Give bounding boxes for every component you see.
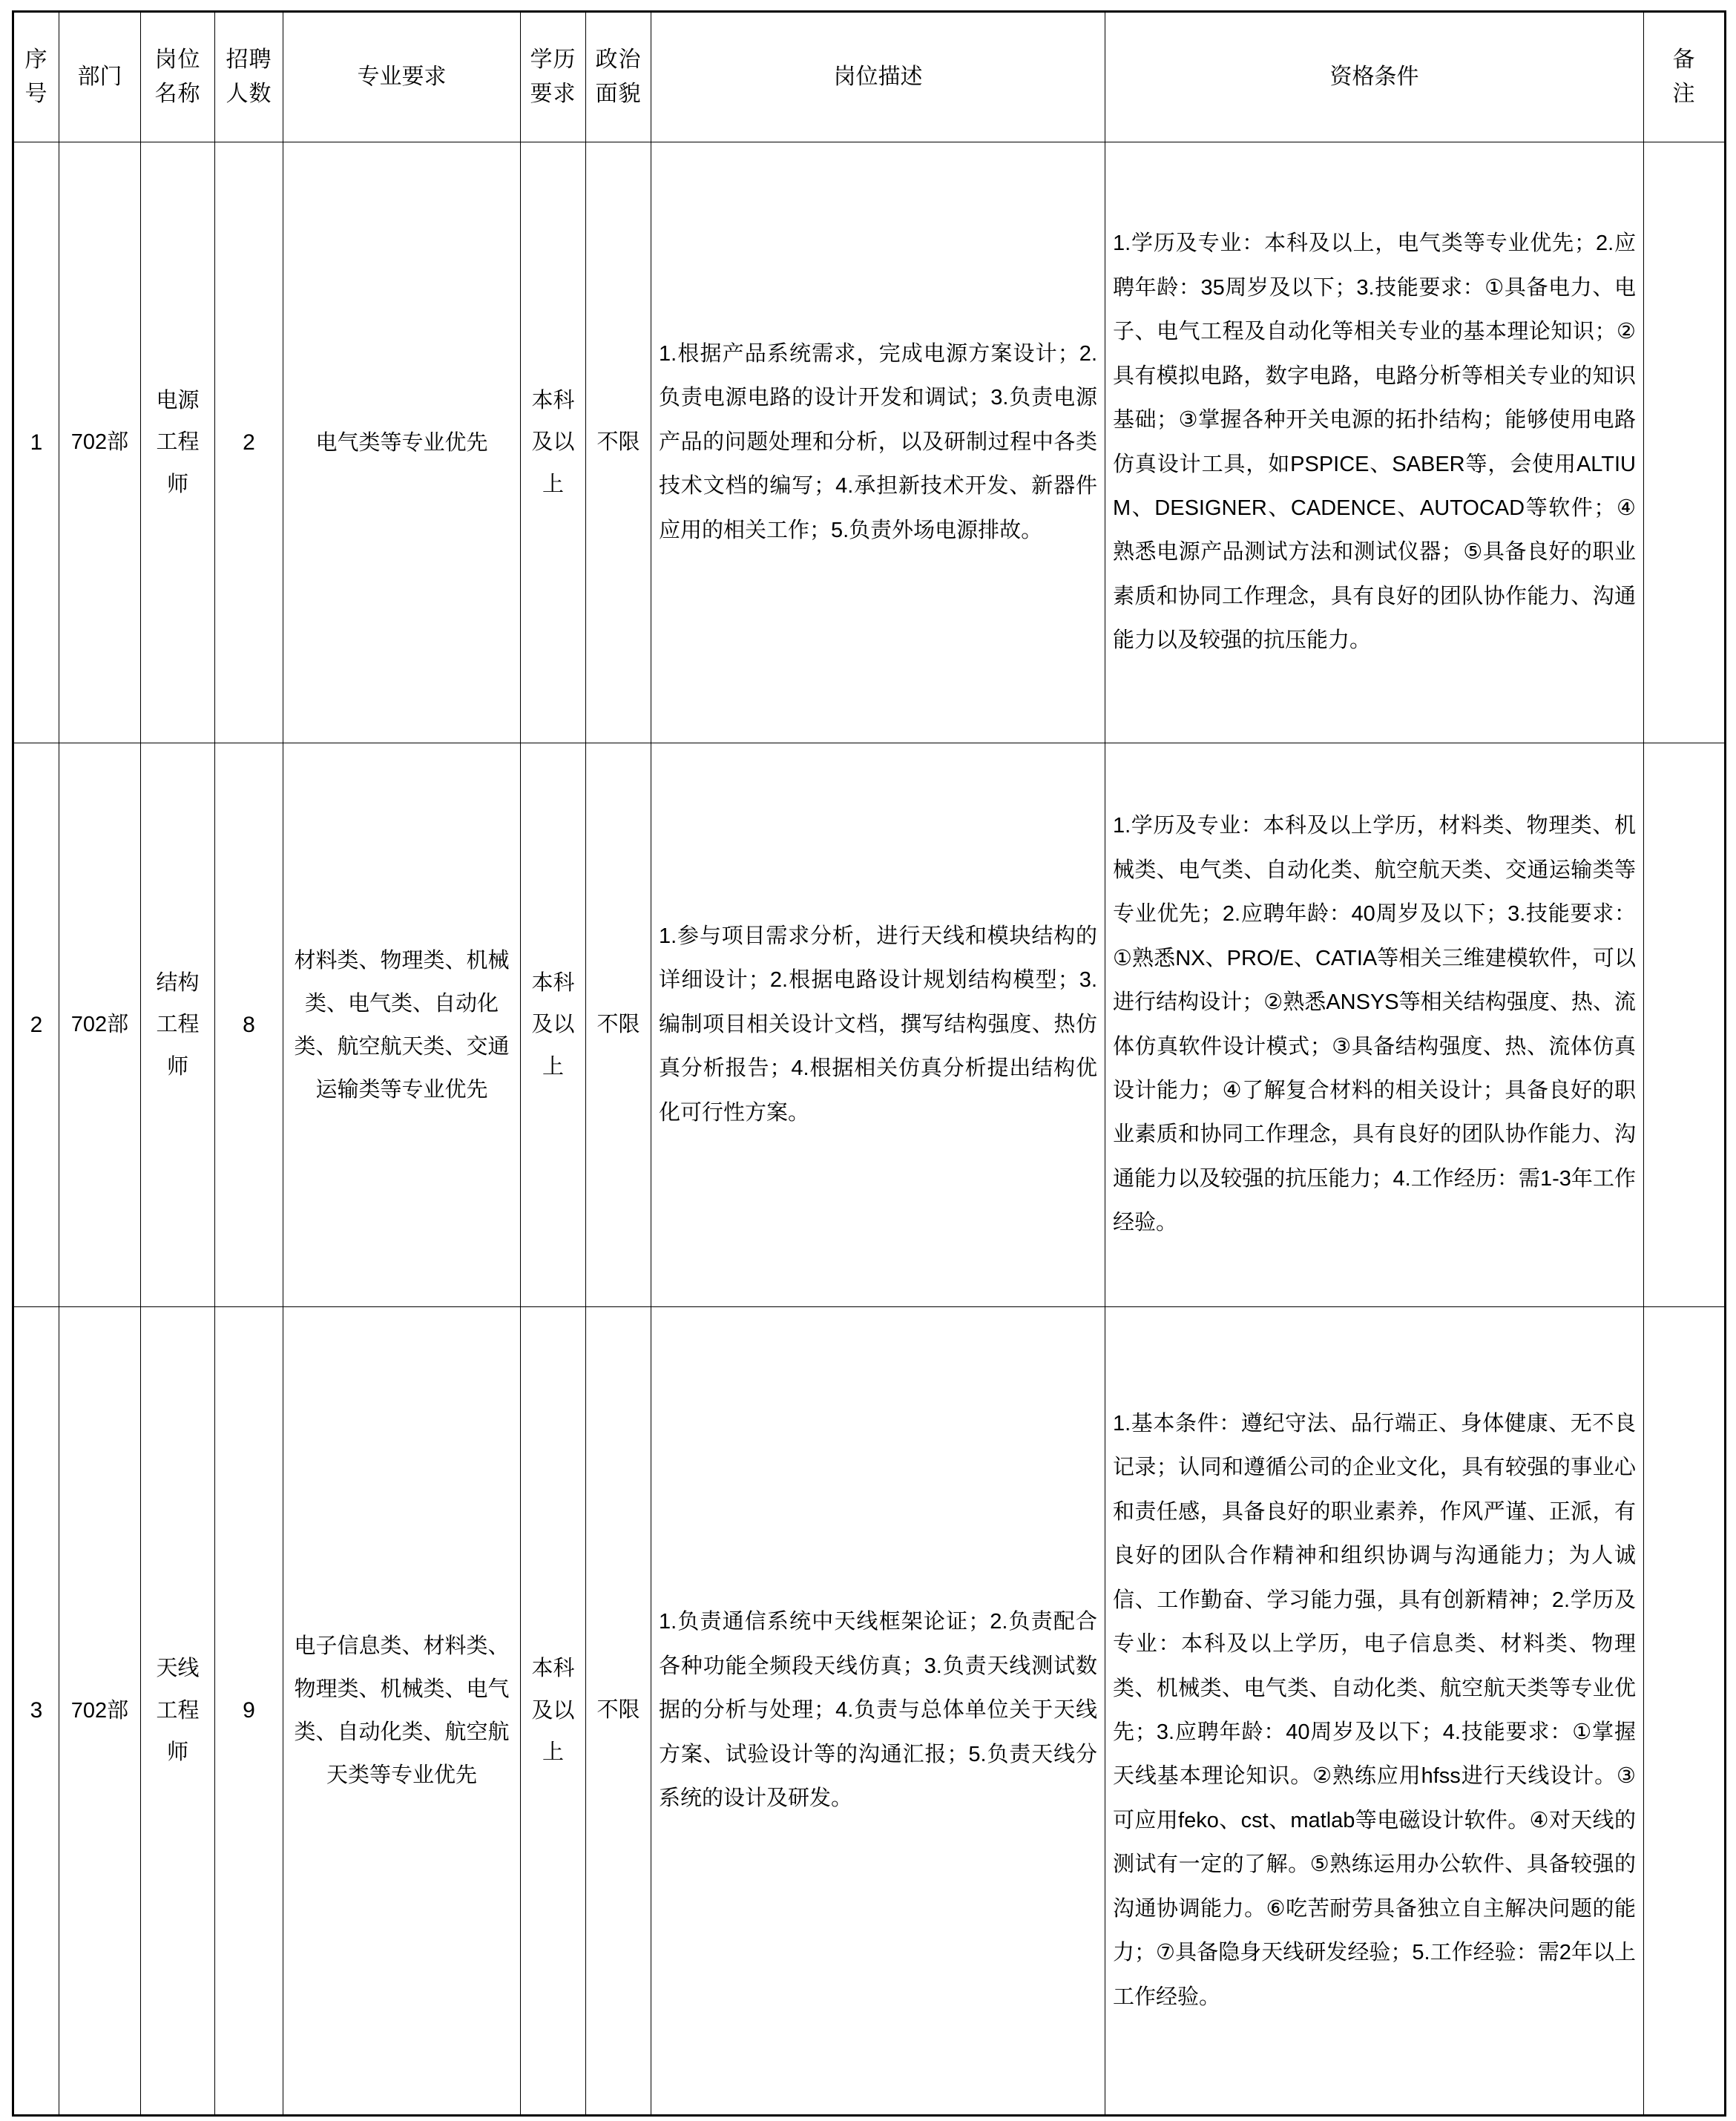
header-headcount-line-2: 人数 — [226, 82, 272, 106]
row-headcount: 2 — [215, 142, 283, 743]
row-education-text: 本科及以上 — [531, 1657, 575, 1765]
row-major: 电子信息类、材料类、物理类、机械类、电气类、自动化类、航空航天类等专业优先 — [283, 1307, 521, 2116]
header-index-line-1: 序 — [24, 47, 48, 72]
row-department-text: 702部 — [70, 1698, 129, 1723]
header-cell-department: 部门 — [59, 12, 141, 142]
header-cell-major: 专业要求 — [283, 12, 521, 142]
row-headcount: 8 — [215, 743, 283, 1307]
row-education-text: 本科及以上 — [531, 388, 575, 496]
row-department-text: 702部 — [70, 430, 129, 455]
row-post-name-text: 电源工程师 — [156, 388, 200, 496]
header-education-line-2: 要求 — [530, 82, 576, 106]
row-political: 不限 — [586, 142, 651, 743]
header-headcount-line-1: 招聘 — [226, 47, 272, 72]
table-row — [13, 1307, 1726, 2116]
header-education-line-1: 学历 — [530, 47, 576, 72]
row-department-text: 702部 — [70, 1013, 129, 1037]
header-cell-education — [521, 12, 586, 142]
row-department — [59, 142, 141, 743]
row-post-name — [141, 1307, 215, 2116]
row-post-name-text: 结构工程师 — [156, 970, 200, 1079]
row-major: 材料类、物理类、机械类、电气类、自动化类、航空航天类、交通运输类等专业优先 — [283, 743, 521, 1307]
table-header — [13, 12, 1726, 142]
table-row — [13, 743, 1726, 1307]
row-index: 3 — [13, 1307, 59, 2116]
row-education — [521, 1307, 586, 2116]
row-post-name — [141, 743, 215, 1307]
table-row — [13, 142, 1726, 743]
row-qualification: 1.学历及专业：本科及以上学历，材料类、物理类、机械类、电气类、自动化类、航空航天类、交通运输类等专业优先；2.应聘年龄：40周岁及以下；3.技能要求：①熟悉NX、PRO/E、CATIA等相关三维建模软件，可以进行结构设计；②熟悉ANSYS等相关结构强度、热、流体仿真软件设计模式；③具备结构强度、热、流体仿真设计能力；④了解复合材料的相关设计；具备良好的职业素质和协同工作理念，具有良好的团队协作能力、沟通能力以及较强的抗压能力；4.工作经历：需1-3年工作经验。 — [1105, 743, 1644, 1307]
row-headcount: 9 — [215, 1307, 283, 2116]
header-remark-line-2: 注 — [1672, 82, 1696, 106]
row-major: 电气类等专业优先 — [283, 142, 521, 743]
header-row — [13, 12, 1726, 142]
header-cell-description: 岗位描述 — [651, 12, 1105, 142]
header-post-line-1: 岗位 — [154, 47, 201, 72]
row-description: 1.参与项目需求分析，进行天线和模块结构的详细设计；2.根据电路设计规划结构模型；3.编制项目相关设计文档，撰写结构强度、热仿真分析报告；4.根据相关仿真分析提出结构优化可行性方案。 — [651, 743, 1105, 1307]
row-index: 1 — [13, 142, 59, 743]
row-political: 不限 — [586, 743, 651, 1307]
row-department — [59, 743, 141, 1307]
row-description: 1.根据产品系统需求，完成电源方案设计；2.负责电源电路的设计开发和调试；3.负责电源产品的问题处理和分析，以及研制过程中各类技术文档的编写；4.承担新技术开发、新器件应用的相关工作；5.负责外场电源排故。 — [651, 142, 1105, 743]
header-cell-index — [13, 12, 59, 142]
header-remark-line-1: 备 — [1672, 47, 1696, 72]
header-cell-qualification: 资格条件 — [1105, 12, 1644, 142]
row-education — [521, 743, 586, 1307]
row-post-name — [141, 142, 215, 743]
header-cell-political — [586, 12, 651, 142]
row-qualification: 1.学历及专业：本科及以上，电气类等专业优先；2.应聘年龄：35周岁及以下；3.技能要求：①具备电力、电子、电气工程及自动化等相关专业的基本理论知识；②具有模拟电路，数字电路，电路分析等相关专业的知识基础；③掌握各种开关电源的拓扑结构；能够使用电路仿真设计工具，如PSPICE、SABER等，会使用ALTIUM、DESIGNER、CADENCE、AUTOCAD等软件；④熟悉电源产品测试方法和测试仪器；⑤具备良好的职业素质和协同工作理念，具有良好的团队协作能力、沟通能力以及较强的抗压能力。 — [1105, 142, 1644, 743]
row-remark — [1644, 1307, 1726, 2116]
row-description: 1.负责通信系统中天线框架论证；2.负责配合各种功能全频段天线仿真；3.负责天线测试数据的分析与处理；4.负责与总体单位关于天线方案、试验设计等的沟通汇报；5.负责天线分系统的设计及研发。 — [651, 1307, 1105, 2116]
row-education — [521, 142, 586, 743]
row-index: 2 — [13, 743, 59, 1307]
header-post-line-2: 名称 — [154, 82, 201, 106]
row-post-name-text: 天线工程师 — [156, 1657, 200, 1765]
row-remark — [1644, 142, 1726, 743]
row-qualification: 1.基本条件：遵纪守法、品行端正、身体健康、无不良记录；认同和遵循公司的企业文化，具有较强的事业心和责任感，具备良好的职业素养，作风严谨、正派，有良好的团队合作精神和组织协调与沟通能力；为人诚信、工作勤奋、学习能力强，具有创新精神；2.学历及专业：本科及以上学历，电子信息类、材料类、物理类、机械类、电气类、自动化类、航空航天类等专业优先；3.应聘年龄：40周岁及以下；4.技能要求：①掌握天线基本理论知识。②熟练应用hfss进行天线设计。③可应用feko、cst、matlab等电磁设计软件。④对天线的测试有一定的了解。⑤熟练运用办公软件、具备较强的沟通协调能力。⑥吃苦耐劳具备独立自主解决问题的能力；⑦具备隐身天线研发经验；5.工作经验：需2年以上工作经验。 — [1105, 1307, 1644, 2116]
header-political-line-1: 政治 — [595, 47, 642, 72]
header-cell-headcount — [215, 12, 283, 142]
header-cell-post-name — [141, 12, 215, 142]
header-index-line-2: 号 — [24, 82, 48, 106]
header-cell-remark — [1644, 12, 1726, 142]
row-department — [59, 1307, 141, 2116]
row-remark — [1644, 743, 1726, 1307]
table-body — [13, 142, 1726, 2116]
row-education-text: 本科及以上 — [531, 970, 575, 1079]
row-political: 不限 — [586, 1307, 651, 2116]
header-political-line-2: 面貌 — [595, 82, 642, 106]
recruitment-table — [12, 10, 1726, 2117]
